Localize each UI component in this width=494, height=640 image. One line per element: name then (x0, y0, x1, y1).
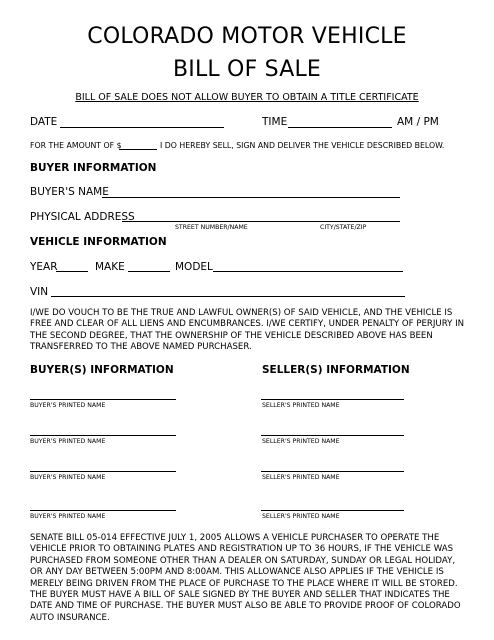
certification-paragraph: I/WE DO VOUCH TO BE THE TRUE AND LAWFUL OWNER(S) OF SAID VEHICLE, AND THE VEHICLE IS FREE AND CLEAR OF ALL LIENS AND ENCUMBRANCES. I/WE CERTIFY, UNDER PENALTY OF PERJURY IN THE SECOND DEGREE, THAT THE OWNERSHIP OF THE VEHICLE DESCRIBED ABOVE HAS BEEN TRANSFERRED TO THE ABOVE NAMED PURCHASER. (30, 308, 465, 353)
city-state-zip-caption: CITY/STATE/ZIP (320, 224, 367, 231)
date-label: DATE (30, 116, 58, 128)
vehicle-information-heading: VEHICLE INFORMATION (30, 236, 167, 248)
year-field[interactable] (56, 271, 88, 272)
seller-printed-name-caption: SELLER'S PRINTED NAME (262, 513, 340, 520)
time-field[interactable] (288, 127, 392, 128)
buyers-information-heading: BUYER(S) INFORMATION (30, 364, 174, 376)
make-label: MAKE (95, 261, 125, 273)
vin-label: VIN (30, 286, 49, 298)
date-field[interactable] (60, 127, 224, 128)
physical-address-label: PHYSICAL ADDRESS (30, 211, 135, 223)
seller-signature-line-4[interactable] (261, 510, 404, 511)
amount-text-suffix: I DO HEREBY SELL, SIGN AND DELIVER THE VEHICLE DESCRIBED BELOW. (160, 141, 445, 150)
sellers-information-heading: SELLER(S) INFORMATION (262, 364, 410, 376)
buyer-printed-name-caption: BUYER'S PRINTED NAME (30, 402, 106, 409)
buyer-signature-line-3[interactable] (30, 471, 176, 472)
buyer-printed-name-caption: BUYER'S PRINTED NAME (30, 474, 106, 481)
seller-printed-name-caption: SELLER'S PRINTED NAME (262, 474, 340, 481)
seller-printed-name-caption: SELLER'S PRINTED NAME (262, 402, 340, 409)
street-caption: STREET NUMBER/NAME (175, 224, 248, 231)
document-title-line-1: COLORADO MOTOR VEHICLE (87, 24, 407, 49)
buyers-name-label: BUYER'S NAME (30, 186, 109, 198)
buyer-printed-name-caption: BUYER'S PRINTED NAME (30, 438, 106, 445)
make-field[interactable] (128, 271, 170, 272)
buyer-signature-line-1[interactable] (30, 399, 176, 400)
year-label: YEAR (30, 261, 58, 273)
amount-text-prefix: FOR THE AMOUNT OF $ (30, 141, 122, 150)
vin-field[interactable] (51, 296, 405, 297)
buyer-printed-name-caption: BUYER'S PRINTED NAME (30, 513, 106, 520)
buyer-information-heading: BUYER INFORMATION (30, 162, 157, 174)
seller-signature-line-1[interactable] (261, 399, 404, 400)
document-subtitle: BILL OF SALE DOES NOT ALLOW BUYER TO OBTAIN A TITLE CERTIFICATE (75, 92, 419, 103)
amount-field[interactable] (119, 149, 157, 150)
senate-bill-paragraph: SENATE BILL 05-014 EFFECTIVE JULY 1, 2005 ALLOWS A VEHICLE PURCHASER TO OPERATE THE VEHICLE PRIOR TO OBTAINING PLATES AND REGISTRATION UP TO 36 HOURS, IF THE VEHICLE WAS PURCHASED FROM SOMEONE OTHER THAN A DEALER ON SATURDAY, SUNDAY OR LEGAL HOLIDAY, OR ANY DAY BETWEEN 5:00PM AND 8:00AM. THIS ALLOWANCE ALSO APPLIES IF THE VEHICLE IS MERELY BEING DRIVEN FROM THE PLACE OF PURCHASE TO THE PLACE WHERE IT WILL BE STORED. THE BUYER MUST HAVE A BILL OF SALE SIGNED BY THE BUYER AND SELLER THAT INDICATES THE DATE AND TIME OF PURCHASE. THE BUYER MUST ALSO BE ABLE TO PROVIDE PROOF OF COLORADO AUTO INSURANCE. (30, 533, 461, 623)
seller-signature-line-2[interactable] (261, 435, 404, 436)
seller-printed-name-caption: SELLER'S PRINTED NAME (262, 438, 340, 445)
seller-signature-line-3[interactable] (261, 471, 404, 472)
buyer-signature-line-4[interactable] (30, 510, 176, 511)
buyers-name-field[interactable] (102, 197, 400, 198)
document-title-line-2: BILL OF SALE (172, 57, 322, 82)
buyer-signature-line-2[interactable] (30, 435, 176, 436)
time-label: TIME (262, 116, 288, 128)
model-field[interactable] (213, 271, 403, 272)
am-pm-options[interactable]: AM / PM (397, 116, 439, 128)
model-label: MODEL (175, 261, 213, 273)
physical-address-field[interactable] (122, 221, 400, 222)
